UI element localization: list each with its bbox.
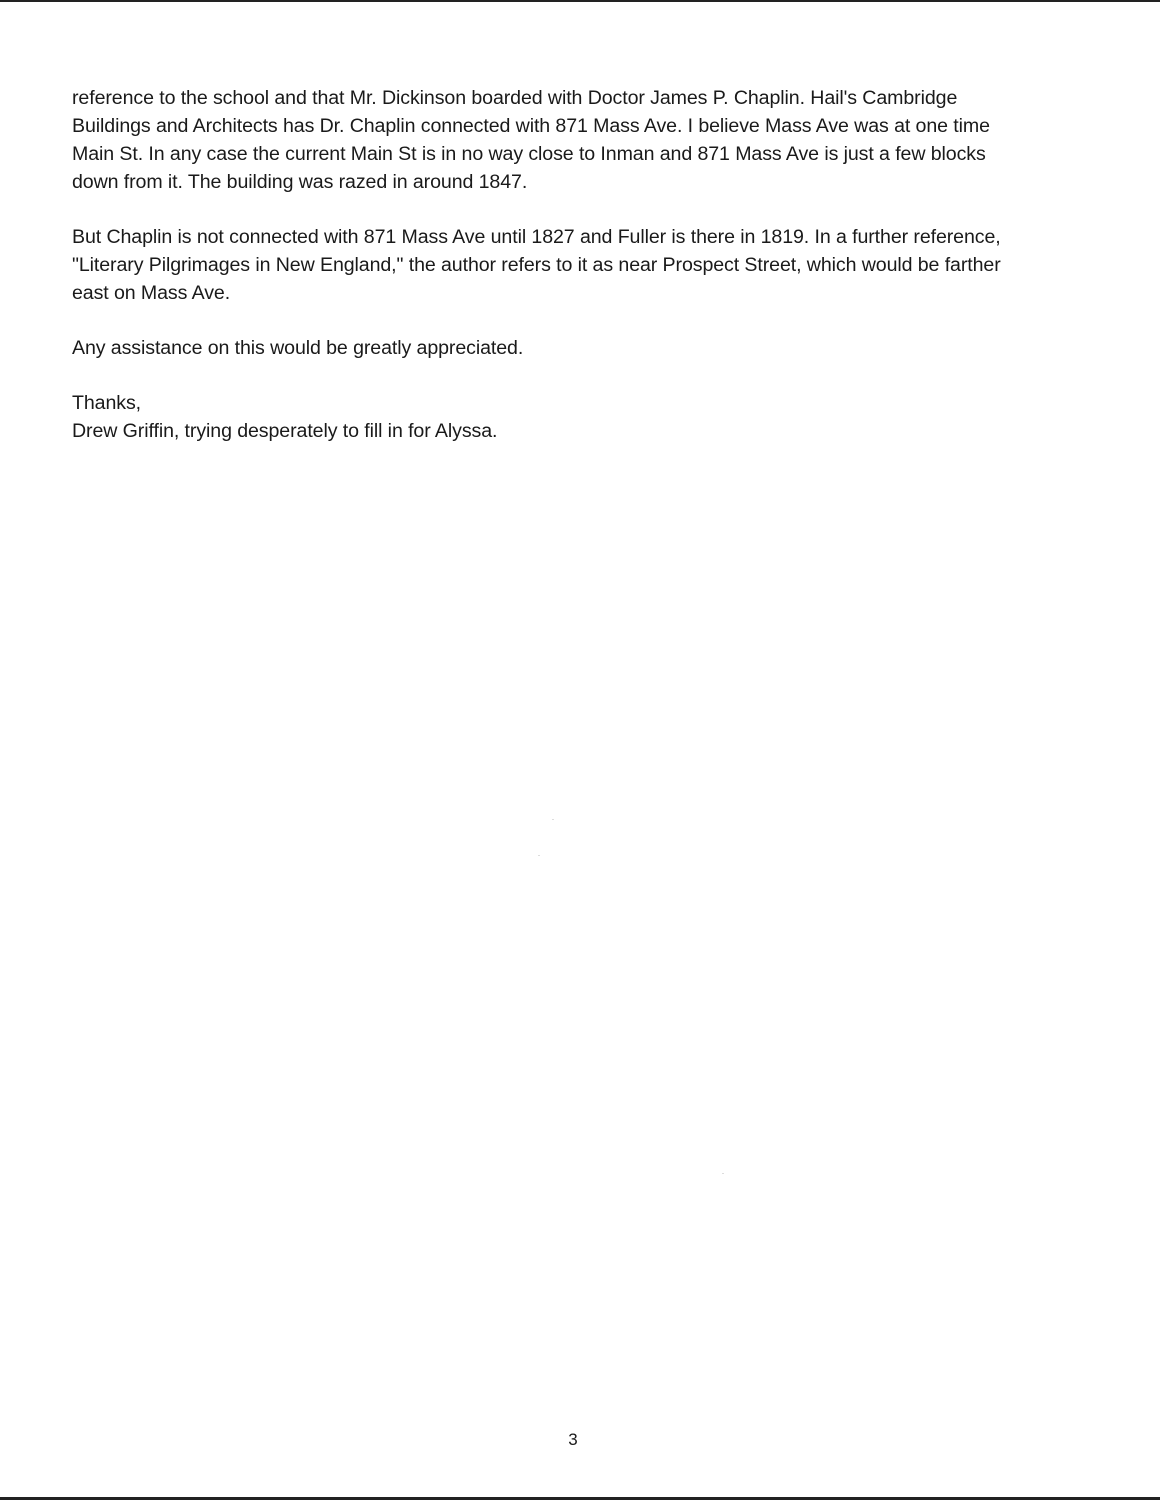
scan-edge-top (0, 0, 1160, 2)
text-line: east on Mass Ave. (72, 282, 231, 304)
scan-speck (538, 855, 540, 856)
scan-speck (552, 819, 554, 820)
paragraph-2 (72, 223, 1072, 307)
text-line: But Chaplin is not connected with 871 Mass Ave until 1827 and Fuller is there in 1819. In a further reference, (72, 226, 1001, 248)
scan-speck (722, 1173, 724, 1174)
signature: Drew Griffin, trying desperately to fill in for Alyssa. (72, 420, 498, 442)
text-line: Any assistance on this would be greatly appreciated. (72, 337, 524, 359)
text-line: Buildings and Architects has Dr. Chaplin connected with 871 Mass Ave. I believe Mass Ave was at one time (72, 115, 990, 137)
text-line: down from it. The building was razed in around 1847. (72, 171, 528, 193)
sign-off (72, 389, 1072, 445)
text-line: reference to the school and that Mr. Dickinson boarded with Doctor James P. Chaplin. Hail's Cambridge (72, 87, 958, 109)
text-line: "Literary Pilgrimages in New England," the author refers to it as near Prospect Street, which would be farther (72, 254, 1001, 276)
text-line: Main St. In any case the current Main St is in no way close to Inman and 871 Mass Ave is just a few blocks (72, 143, 986, 165)
page-number: 3 (568, 1430, 578, 1449)
paragraph-1 (72, 84, 1072, 196)
letter-body (72, 84, 1072, 472)
paragraph-3 (72, 334, 1072, 362)
closing: Thanks, (72, 392, 141, 414)
